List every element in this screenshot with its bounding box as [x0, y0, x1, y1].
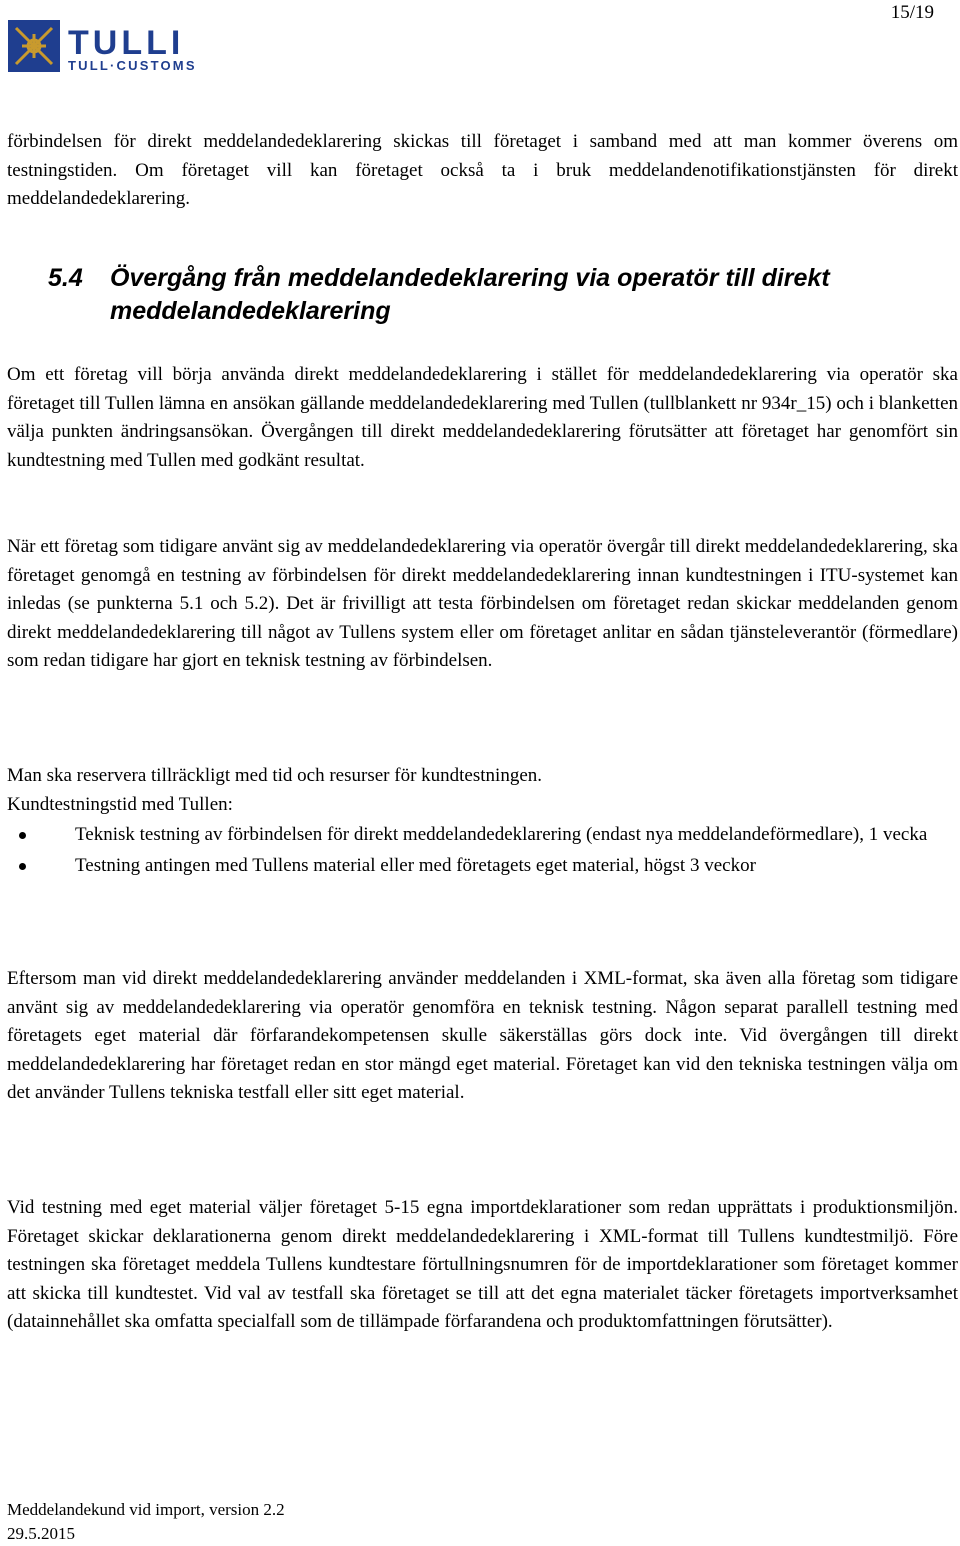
page-header [0, 0, 960, 80]
paragraph-text: Vid testning med eget material väljer företaget 5-15 egna importdeklarationer som redan upprättats i produktionsmiljön. Företaget skickar deklarationerna genom direkt meddelandedeklarering i XML-format till Tullens kundtestmiljö. Före testningen ska företaget meddela Tullens kundtestare förtullningsnumren för de importdeklarationer som företaget kommer att skicka till kundtestet. Vid val av testfall ska företaget se till att det egna materialet täcker företagets importverksamhet (datainnehållet ska omfatta specialfall som de tillämpade förfarandena och produktomfattningen förutsätter). [7, 1197, 958, 1333]
section-number: 5.4 [48, 264, 83, 292]
paragraph-text: När ett företag som tidigare använt sig av meddelandedeklarering via operatör övergår till direkt meddelandedeklarering, ska företaget genomgå en testning av förbindelsen för direkt meddelandedeklarering innan kundtestningen i ITU-systemet kan inledas (se punkterna 5.1 och 5.2). Det är frivilligt att testa förbindelsen om företaget redan skickar meddelanden genom direkt meddelandedeklarering till något av Tullens system eller om företaget anlitar en sådan tjänsteleverantör (förmedlare) som redan tidigare har gjort en teknisk testning av förbindelsen. [7, 536, 958, 672]
section-title-line2: meddelandedeklarering [110, 297, 391, 325]
list-item-text: Teknisk testning av förbindelsen för direkt meddelandedeklarering (endast nya meddelandeförmedlare), 1 vecka [75, 824, 928, 845]
svg-text:TULL·CUSTOMS: TULL·CUSTOMS [68, 58, 197, 72]
bullet-icon [19, 863, 26, 870]
list-item-text: Testning antingen med Tullens material eller med företagets eget material, högst 3 veckor [75, 854, 756, 876]
svg-text:TULLI: TULLI [68, 24, 185, 62]
paragraph-transition [7, 533, 958, 676]
reserve-text: Man ska reservera tillräckligt med tid och resurser för kundtestningen. [7, 765, 542, 786]
tulli-logo [8, 20, 278, 72]
page-number: 15/19 [890, 2, 934, 23]
bullet-icon [19, 832, 26, 839]
section-heading [48, 262, 948, 328]
reserve-line [7, 762, 958, 819]
footer-date: 29.5.2015 [7, 1524, 75, 1543]
footer-doc-title: Meddelandekund vid import, version 2.2 [7, 1500, 285, 1519]
testing-time-label: Kundtestningstid med Tullen: [7, 793, 233, 815]
paragraph-text: Eftersom man vid direkt meddelandedeklarering använder meddelanden i XML-format, ska även alla företag som tidigare använt sig av meddelandedeklarering via operatör genomföra en teknisk testning. Någon separat parallell testning med företagets eget material där förfarandekompetensen skulle säkerställas görs dock inte. Vid övergången till direkt meddelandedeklarering har företaget redan en stor mängd eget material. Företaget kan vid den tekniska testningen välja om det använder Tullens tekniska testfall eller sitt eget material. [7, 968, 958, 1104]
page-footer [7, 1498, 285, 1546]
list-item [7, 821, 958, 850]
section-title-line1: Övergång från meddelandedeklarering via operatör till direkt [110, 264, 830, 292]
list-item [7, 852, 958, 881]
paragraph-text: Om ett företag vill börja använda direkt meddelandedeklarering i stället för meddelandedeklarering via operatör ska företaget till Tullen lämna en ansökan gällande meddelandedeklarering med Tullen (tullblankett nr 934r_15) och i blanketten välja punkten ändringsansökan. Övergången till direkt meddelandedeklarering förutsätter att företaget har genomfört sin kundtestning med Tullen med godkänt resultat. [7, 364, 958, 471]
testing-time-list [7, 821, 958, 880]
intro-text: förbindelsen för direkt meddelandedeklarering skickas till företaget i samband med att man kommer överens om testningstiden. Om företaget vill kan företaget också ta i bruk meddelandenotifikationstjänsten för direkt meddelandedeklarering. [7, 131, 958, 210]
paragraph-own-material [7, 1194, 958, 1337]
paragraph-application [7, 361, 958, 475]
intro-paragraph [7, 128, 958, 214]
paragraph-xml [7, 965, 958, 1108]
